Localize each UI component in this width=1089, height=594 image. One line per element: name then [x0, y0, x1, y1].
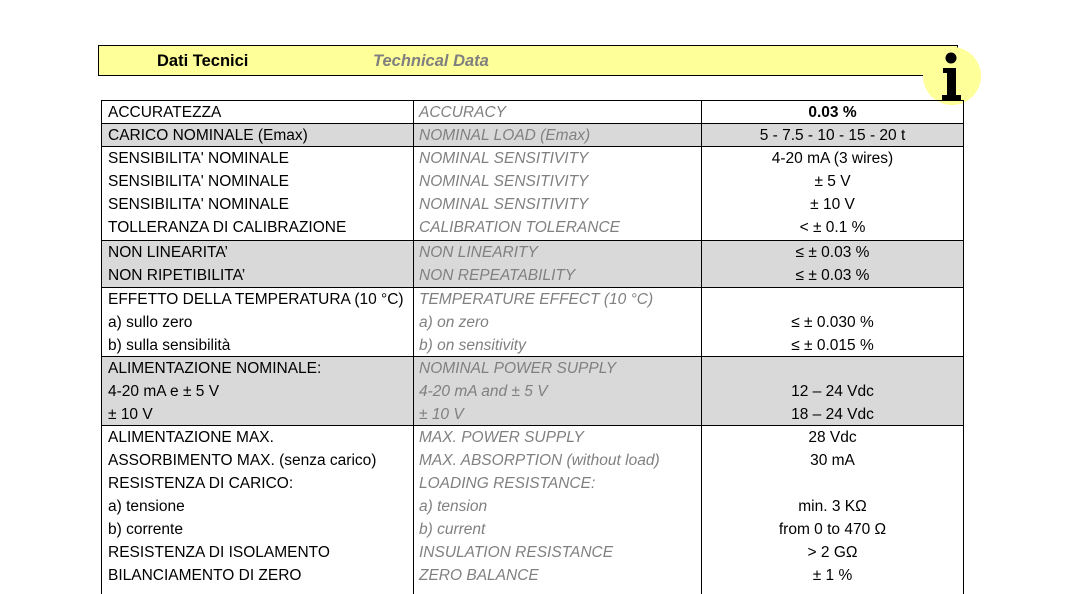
spec-label-english: TEMPERATURE EFFECT (10 °C) [419, 291, 654, 308]
spec-value: ≤ ± 0.030 % [791, 314, 874, 331]
spec-label-italian: a) sullo zero [108, 314, 193, 331]
spec-label-italian: ASSORBIMENTO MAX. (senza carico) [108, 452, 377, 469]
spec-value: < ± 0.1 % [799, 219, 866, 236]
spec-label-english: LOADING RESISTANCE: [419, 475, 596, 492]
spec-value: ± 5 V [814, 173, 851, 190]
spec-group [102, 101, 963, 124]
spec-label-english: NOMINAL LOAD (Emax) [419, 127, 591, 144]
spec-label-english: a) tension [419, 498, 488, 515]
spec-label-english: ± 10 V [419, 406, 464, 423]
spec-label-italian: TOLLERANZA DI CALIBRAZIONE [108, 219, 347, 236]
spec-label-italian: b) sulla sensibilità [108, 337, 231, 354]
spec-value: 4-20 mA (3 wires) [771, 150, 894, 167]
spec-label-english: b) current [419, 521, 486, 538]
spec-value: ≤ ± 0.03 % [795, 267, 870, 284]
spec-value: ± 1 % [812, 567, 853, 584]
spec-group [102, 241, 963, 288]
spec-label-english: 4-20 mA and ± 5 V [419, 383, 548, 400]
spec-value: 28 Vdc [808, 429, 857, 446]
spec-value: 0.03 % [808, 104, 857, 121]
spec-value: ≤ ± 0.03 % [795, 244, 870, 261]
spec-label-italian: SENSIBILITA' NOMINALE [108, 173, 289, 190]
spec-label-italian: ± 10 V [108, 406, 153, 423]
spec-label-english: NOMINAL SENSITIVITY [419, 196, 589, 213]
spec-label-italian: ACCURATEZZA [108, 104, 222, 121]
spec-label-italian: ALIMENTAZIONE NOMINALE: [108, 360, 322, 377]
spec-value: 30 mA [810, 452, 855, 469]
spec-value: from 0 to 470 Ω [778, 521, 887, 538]
header-title-italian: Dati Tecnici [157, 52, 249, 70]
spec-label-english: NOMINAL POWER SUPPLY [419, 360, 617, 377]
spec-label-english: MAX. ABSORPTION (without load) [419, 452, 660, 469]
technical-data-table [101, 100, 964, 594]
column-divider [701, 101, 702, 594]
header-title-english: Technical Data [373, 52, 489, 70]
spec-label-italian: EFFETTO DELLA TEMPERATURA (10 °C) [108, 291, 404, 308]
spec-label-italian: 4-20 mA e ± 5 V [108, 383, 220, 400]
spec-value: min. 3 KΩ [798, 498, 867, 515]
column-divider [413, 101, 414, 594]
spec-label-italian: a) tensione [108, 498, 185, 515]
spec-label-italian: SENSIBILITA' NOMINALE [108, 150, 289, 167]
spec-value: 5 - 7.5 - 10 - 15 - 20 t [759, 127, 906, 144]
spec-label-italian: RESISTENZA DI ISOLAMENTO [108, 544, 330, 561]
spec-group [102, 147, 963, 241]
spec-label-italian: CARICO NOMINALE (Emax) [108, 127, 308, 144]
spec-label-english: NOMINAL SENSITIVITY [419, 150, 589, 167]
spec-label-english: CALIBRATION TOLERANCE [419, 219, 620, 236]
spec-label-english: INSULATION RESISTANCE [419, 544, 614, 561]
spec-label-italian: SENSIBILITA' NOMINALE [108, 196, 289, 213]
spec-value: ± 10 V [810, 196, 855, 213]
spec-value: ≤ ± 0.015 % [791, 337, 874, 354]
spec-label-italian: ALIMENTAZIONE MAX. [108, 429, 274, 446]
spec-value: 12 – 24 Vdc [791, 383, 874, 400]
spec-label-english: ACCURACY [419, 104, 506, 121]
spec-label-italian: NON RIPETIBILITA’ [108, 267, 246, 284]
spec-label-english: NON REPEATABILITY [419, 267, 576, 284]
spec-label-english: MAX. POWER SUPPLY [419, 429, 584, 446]
spec-group [102, 288, 963, 357]
info-icon [921, 45, 983, 107]
spec-label-italian: RESISTENZA DI CARICO: [108, 475, 294, 492]
spec-label-english: a) on zero [419, 314, 489, 331]
spec-label-italian: BILANCIAMENTO DI ZERO [108, 567, 302, 584]
section-header [98, 45, 958, 76]
spec-label-italian: b) corrente [108, 521, 183, 538]
spec-label-english: b) on sensitivity [419, 337, 526, 354]
spec-value: > 2 GΩ [807, 544, 858, 561]
spec-label-english: ZERO BALANCE [419, 567, 539, 584]
spec-value: 18 – 24 Vdc [791, 406, 874, 423]
spec-group [102, 124, 963, 147]
spec-label-english: NOMINAL SENSITIVITY [419, 173, 589, 190]
spec-group [102, 426, 963, 594]
spec-label-italian: NON LINEARITA’ [108, 244, 228, 261]
spec-label-english: NON LINEARITY [419, 244, 538, 261]
spec-group [102, 357, 963, 426]
